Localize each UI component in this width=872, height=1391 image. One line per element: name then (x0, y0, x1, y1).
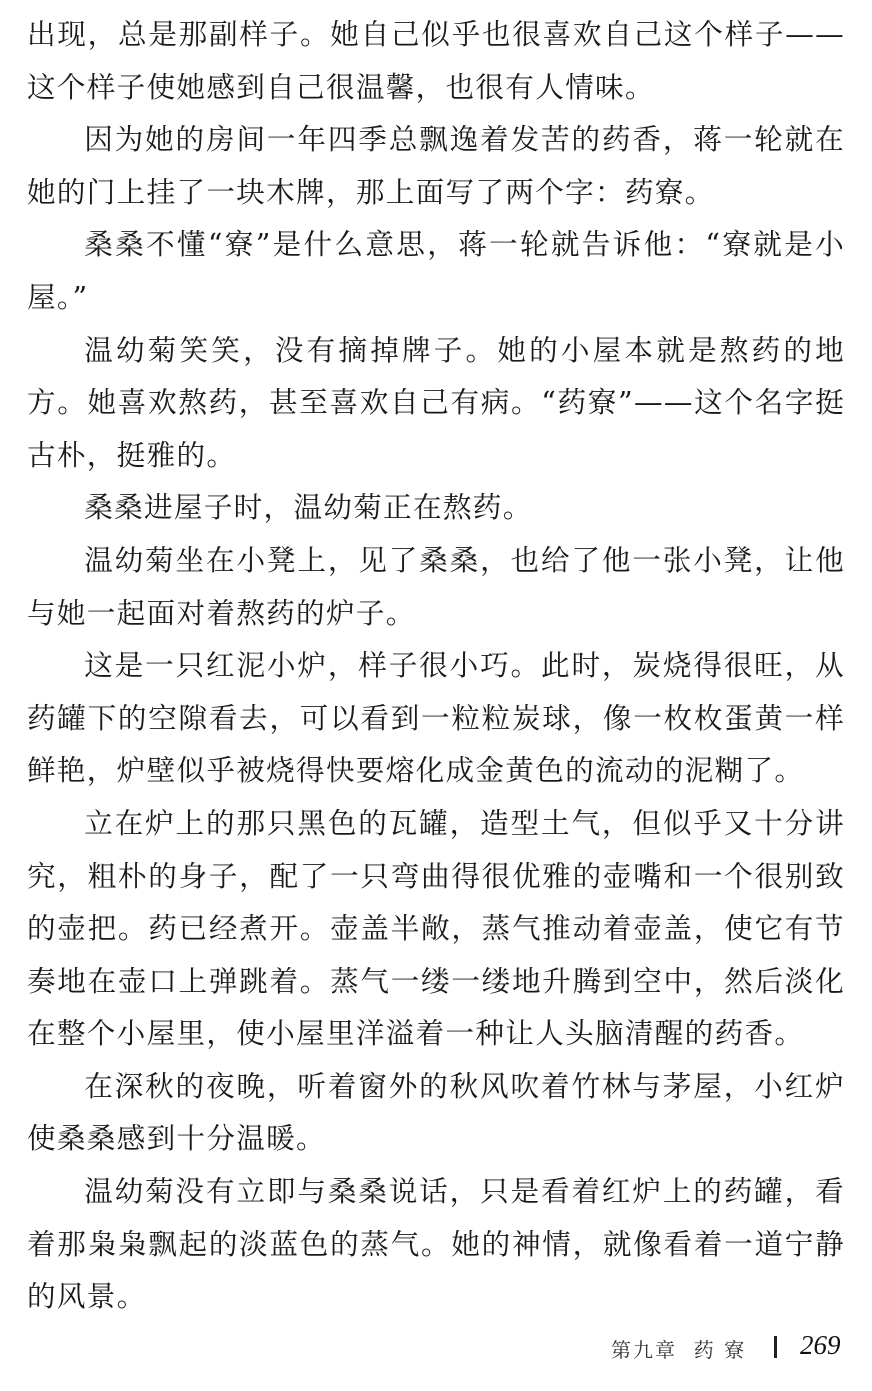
paragraph: 温幼菊笑笑，没有摘掉牌子。她的小屋本就是熬药的地方。她喜欢熬药，甚至喜欢自己有病。“药寮”——这个名字挺古朴，挺雅的。 (27, 332, 845, 472)
paragraph: 这是一只红泥小炉，样子很小巧。此时，炭烧得很旺，从药罐下的空隙看去，可以看到一粒粒炭球，像一枚枚蛋黄一样鲜艳，炉壁似乎被烧得快要熔化成金黄色的流动的泥糊了。 (27, 648, 845, 788)
paragraph: 温幼菊没有立即与桑桑说话，只是看着红炉上的药罐，看着那枭枭飘起的淡蓝色的蒸气。她的神情，就像看着一道宁静的风景。 (27, 1174, 845, 1314)
paragraph: 温幼菊坐在小凳上，见了桑桑，也给了他一张小凳，让他与她一起面对着熬药的炉子。 (27, 542, 845, 630)
page-footer (0, 1330, 872, 1370)
paragraph: 出现，总是那副样子。她自己似乎也很喜欢自己这个样子——这个样子使她感到自己很温馨，也很有人情味。 (27, 17, 845, 104)
running-head: 第九章 药 寮 (611, 1338, 747, 1362)
page-body (27, 8, 845, 1323)
page-number: 269 (800, 1330, 841, 1360)
paragraph: 在深秋的夜晚，听着窗外的秋风吹着竹林与茅屋，小红炉使桑桑感到十分温暖。 (27, 1068, 845, 1156)
paragraph: 桑桑不懂“寮”是什么意思，蒋一轮就告诉他：“寮就是小屋。” (27, 227, 845, 314)
paragraph: 桑桑进屋子时，温幼菊正在熬药。 (84, 490, 533, 525)
paragraph: 因为她的房间一年四季总飘逸着发苦的药香，蒋一轮就在她的门上挂了一块木牌，那上面写了两个字：药寮。 (27, 122, 845, 209)
paragraph: 立在炉上的那只黑色的瓦罐，造型土气，但似乎又十分讲究，粗朴的身子，配了一只弯曲得很优雅的壶嘴和一个很别致的壶把。药已经煮开。壶盖半敞，蒸气推动着壶盖，使它有节奏地在壶口上弹跳着。蒸气一缕一缕地升腾到空中，然后淡化在整个小屋里，使小屋里洋溢着一种让人头脑清醒的药香。 (27, 805, 845, 1051)
footer-divider (774, 1336, 777, 1358)
